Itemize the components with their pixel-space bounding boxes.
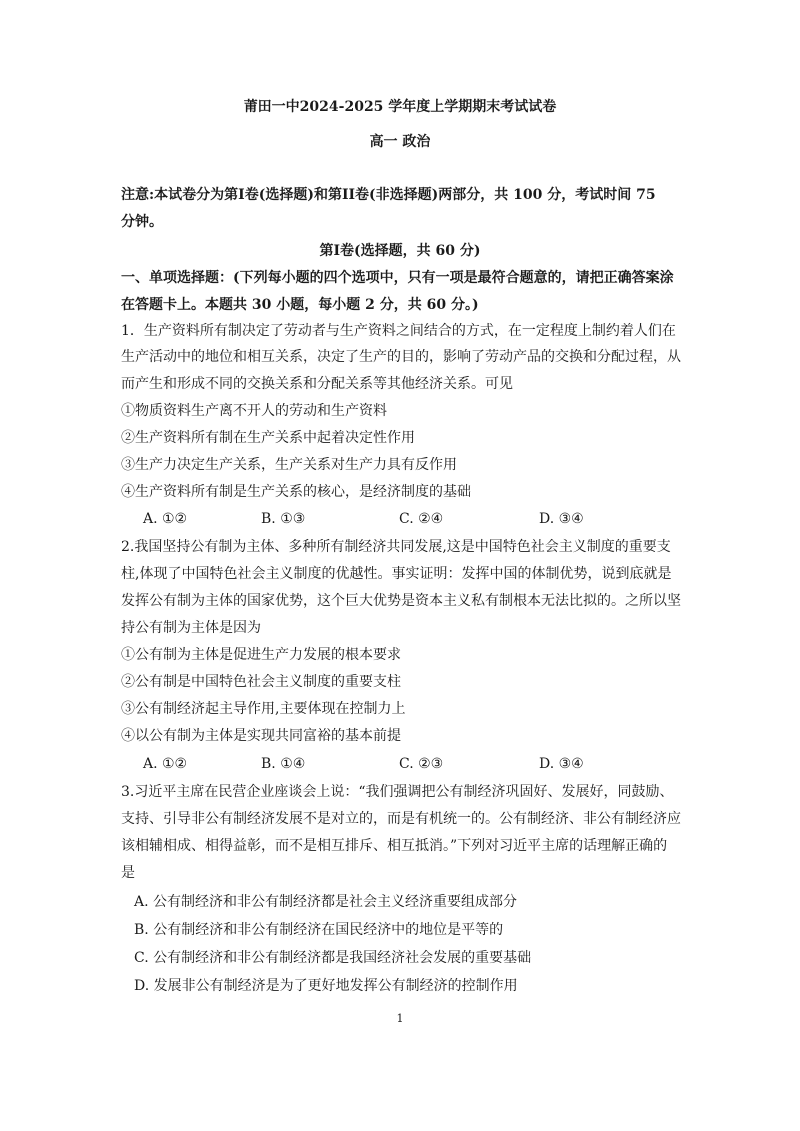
section-title: 第Ⅰ卷(选择题，共 60 分) bbox=[319, 243, 481, 259]
q1-option-c[interactable]: C. ②④ bbox=[399, 511, 444, 527]
section-instruction-line-2: 在答题卡上。本题共 30 小题，每小题 2 分，共 60 分。) bbox=[121, 297, 479, 313]
q2-option-c[interactable]: C. ②③ bbox=[399, 756, 444, 772]
q2-option-d[interactable]: D. ③④ bbox=[539, 756, 584, 772]
q1-stem-line: 生产活动中的地位和相互关系，决定了生产的目的，影响了劳动产品的交换和分配过程，从 bbox=[121, 349, 681, 365]
page-number: 1 bbox=[396, 1012, 404, 1025]
q1-statement: ②生产资料所有制在生产关系中起着决定性作用 bbox=[121, 430, 415, 446]
q2-statement: ③公有制经济起主导作用,主要体现在控制力上 bbox=[121, 701, 406, 717]
q2-option-b[interactable]: B. ①④ bbox=[261, 756, 306, 772]
q1-statement: ③生产力决定生产关系，生产关系对生产力具有反作用 bbox=[121, 457, 457, 473]
q2-stem-line: 发挥公有制为主体的国家优势，这个巨大优势是资本主义私有制根本无法比拟的。之所以坚 bbox=[121, 593, 681, 609]
q3-option-a[interactable]: A. 公有制经济和非公有制经济都是社会主义经济重要组成部分 bbox=[134, 894, 518, 910]
q2-option-a[interactable]: A. ①② bbox=[143, 756, 188, 772]
q3-stem-line: 支持、引导非公有制经济发展不是对立的，而是有机统一的。公有制经济、非公有制经济应 bbox=[121, 811, 681, 827]
q2-stem-line: 2.我国坚持公有制为主体、多种所有制经济共同发展,这是中国特色社会主义制度的重要支 bbox=[121, 539, 671, 555]
q2-stem-line: 持公有制为主体是因为 bbox=[121, 620, 261, 636]
q3-option-d[interactable]: D. 发展非公有制经济是为了更好地发挥公有制经济的控制作用 bbox=[134, 978, 518, 994]
q1-option-d[interactable]: D. ③④ bbox=[539, 511, 584, 527]
q1-option-a[interactable]: A. ①② bbox=[143, 511, 188, 527]
exam-subtitle: 高一 政治 bbox=[369, 134, 431, 150]
q2-statement: ④以公有制为主体是实现共同富裕的基本前提 bbox=[121, 728, 401, 744]
q3-option-b[interactable]: B. 公有制经济和非公有制经济在国民经济中的地位是平等的 bbox=[134, 922, 504, 938]
q1-statement: ④生产资料所有制是生产关系的核心，是经济制度的基础 bbox=[121, 484, 471, 500]
q1-stem-line: 1．生产资料所有制决定了劳动者与生产资料之间结合的方式，在一定程度上制约着人们在 bbox=[121, 323, 676, 339]
notice-line-2: 分钟。 bbox=[121, 214, 163, 230]
q3-stem-line: 是 bbox=[121, 865, 135, 881]
q2-stem-line: 柱,体现了中国特色社会主义制度的优越性。事实证明：发挥中国的体制优势，说到底就是 bbox=[121, 566, 672, 582]
q2-statement: ①公有制为主体是促进生产力发展的根本要求 bbox=[121, 647, 401, 663]
q1-option-b[interactable]: B. ①③ bbox=[261, 511, 306, 527]
section-instruction-line-1: 一、单项选择题：(下列每小题的四个选项中，只有一项是最符合题意的，请把正确答案涂 bbox=[121, 270, 674, 286]
q1-stem-line: 而产生和形成不同的交换关系和分配关系等其他经济关系。可见 bbox=[121, 376, 513, 392]
q3-stem-line: 该相辅相成、相得益彰，而不是相互排斥、相互抵消。”下列对习近平主席的话理解正确的 bbox=[121, 838, 668, 854]
q3-stem-line: 3.习近平主席在民营企业座谈会上说：“我们强调把公有制经济巩固好、发展好，同鼓励、 bbox=[121, 784, 674, 800]
exam-title: 莆田一中2024-2025 学年度上学期期末考试试卷 bbox=[243, 99, 557, 115]
notice-line-1: 注意:本试卷分为第Ⅰ卷(选择题)和第II卷(非选择题)两部分，共 100 分，考试时间 75 bbox=[121, 187, 656, 203]
q2-statement: ②公有制是中国特色社会主义制度的重要支柱 bbox=[121, 674, 401, 690]
q3-option-c[interactable]: C. 公有制经济和非公有制经济都是我国经济社会发展的重要基础 bbox=[134, 950, 532, 966]
q1-statement: ①物质资料生产离不开人的劳动和生产资料 bbox=[121, 403, 387, 419]
